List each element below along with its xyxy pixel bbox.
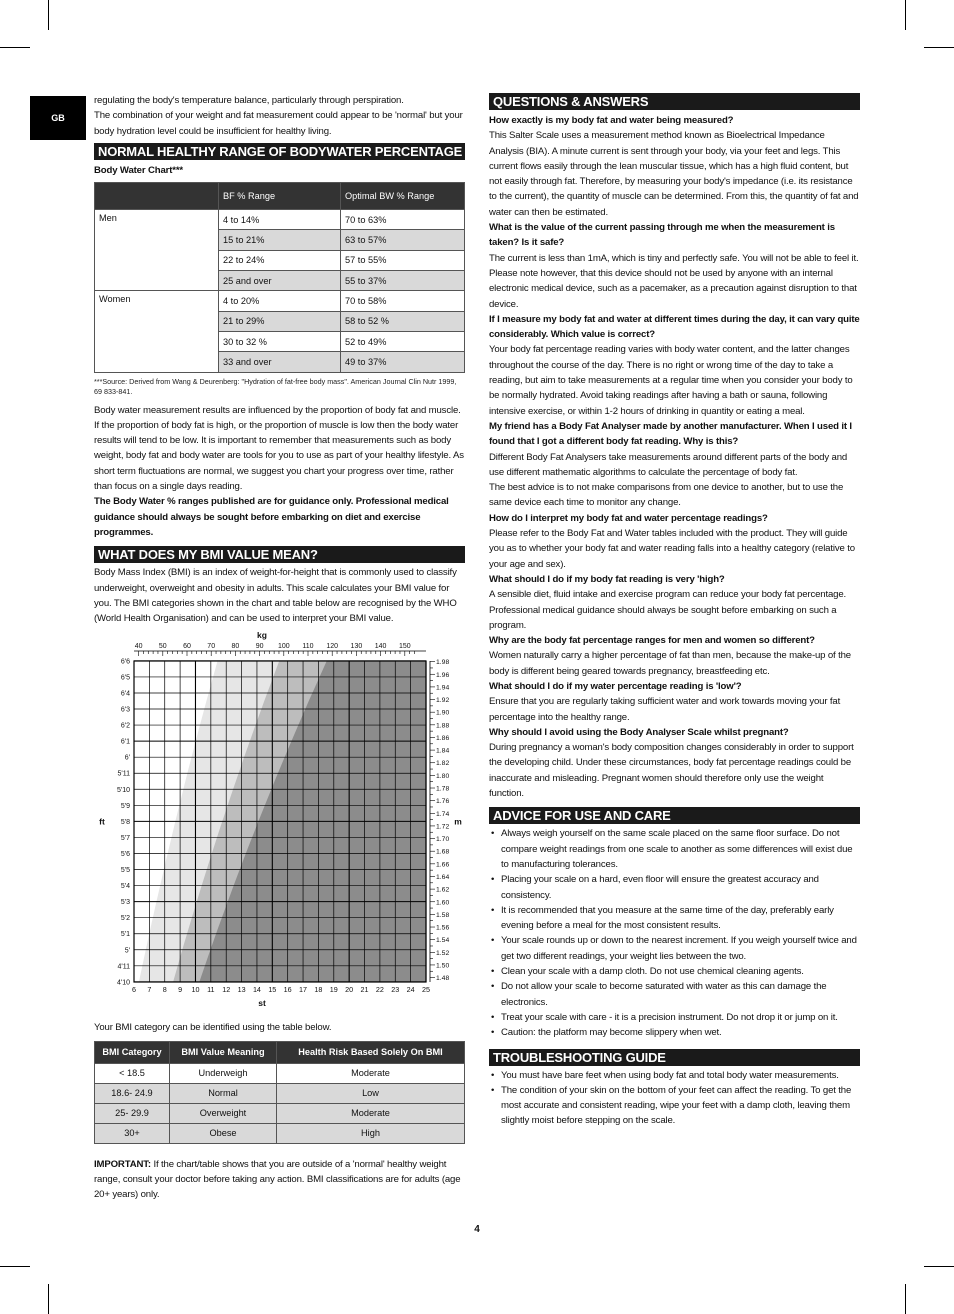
- m-tick-label: 1.76: [436, 798, 450, 806]
- bodywater-header-bw: Optimal BW % Range: [341, 183, 465, 210]
- st-tick-label: 13: [237, 985, 246, 995]
- group-label-women: Women: [95, 291, 219, 372]
- st-axis-label: st: [258, 998, 266, 1009]
- bf-cell: 25 and over: [219, 271, 341, 291]
- qa-list: [489, 113, 860, 801]
- st-tick-label: 11: [207, 985, 215, 995]
- ft-tick-label: 4'10: [116, 979, 130, 987]
- qa-answer: The best advice is to not make comparisons from one device to another, but to use the same device each time to monitor any change.: [489, 482, 844, 509]
- bf-cell: 4 to 20%: [219, 291, 341, 311]
- bw-cell: 57 to 55%: [341, 250, 465, 270]
- crop-mark: [48, 0, 49, 30]
- troubleshooting-heading: TROUBLESHOOTING GUIDE: [489, 1049, 860, 1066]
- qa-answer: Your body fat percentage reading varies with body water content, and the latter changes throughout the course of the day. There is no right or wrong time of the day to take a reading, but aim to take measurements at a regular time when you consider your body to be normally hydrated. Avoid taking readings after having a bath or sauna, following intensive exercise, or within 1-2 hours of drinking in quantity or eating a meal.: [489, 344, 853, 417]
- list-item: • Always weigh yourself on the same scale placed on the same floor surface. Do not compare weight readings from one scale to another as some differences will exist due to manufacturing tolerances.: [489, 826, 860, 872]
- qa-answer: A sensible diet, fluid intake and exercise program can reduce your body fat percentage. Professional medical guidance should always be sought before embarking on such a program.: [489, 589, 847, 631]
- care-list: [489, 826, 860, 1040]
- important-note: [94, 1157, 465, 1203]
- qa-answer: During pregnancy a woman's body composition changes considerably in order to support the developing child. Under these circumstances, body fat percentage readings could be inaccurate and misleading. Pregnant women should therefore only use the weight function.: [489, 742, 854, 800]
- st-tick-label: 18: [314, 985, 323, 995]
- table-row: [95, 210, 465, 230]
- ft-tick-label: 6'1: [120, 739, 130, 747]
- ft-tick-label: 5'8: [120, 819, 130, 827]
- right-column: [489, 93, 860, 1129]
- m-tick-label: 1.82: [436, 760, 450, 768]
- bmi-meaning-cell: Normal: [170, 1083, 277, 1103]
- bodywater-body-text: Body water measurement results are influenced by the proportion of body fat and muscle. If the proportion of body fat is high, or the proportion of muscle is low then the body water results will tend to be low. It is important to remember that measurements such as body weight, body fat and body water are tools for you to use as part of your healthy lifestyle. As short term fluctuations are normal, we suggest you chart your progress over time, rather than focus on a single days reading.: [94, 404, 464, 493]
- m-tick-label: 1.80: [436, 773, 450, 781]
- bodywater-chart-label: Body Water Chart***: [94, 164, 184, 176]
- st-tick-label: 12: [222, 985, 231, 995]
- ft-tick-label: 6'5: [120, 674, 130, 682]
- m-tick-label: 1.88: [436, 722, 450, 730]
- m-tick-label: 1.72: [436, 823, 450, 831]
- st-tick-label: 19: [329, 985, 338, 995]
- table-row: [95, 1083, 465, 1103]
- m-tick-label: 1.98: [436, 659, 450, 667]
- important-text: If the chart/table shows that you are outside of a 'normal' healthy weight range, consult your doctor before taking any action. BMI classifications are for adults (age 20+ years) only.: [94, 1158, 461, 1201]
- st-tick-label: 15: [268, 985, 277, 995]
- bmi-category-cell: < 18.5: [95, 1063, 170, 1083]
- bmi-header-risk: Health Risk Based Solely On BMI: [277, 1041, 465, 1063]
- qa-answer: Different Body Fat Analysers take measurements around different parts of the body and use different mathematic algorithms to calculate the percentage of body fat.: [489, 451, 848, 478]
- m-tick-label: 1.52: [436, 950, 450, 958]
- m-tick-label: 1.86: [436, 735, 450, 743]
- st-tick-label: 14: [252, 985, 261, 995]
- st-tick-label: 9: [178, 985, 183, 995]
- qa-answer: Women naturally carry a higher percentage of fat than men, because the make-up of the body is different being geared towards pregnancy, breastfeeding etc.: [489, 650, 851, 677]
- qa-question: How exactly is my body fat and water being measured?: [489, 115, 734, 126]
- kg-tick-label: 80: [231, 643, 240, 651]
- bmi-category-cell: 18.6- 24.9: [95, 1083, 170, 1103]
- qa-question: What is the value of the current passing through me when the measurement is taken? Is it safe?: [489, 222, 835, 249]
- bmi-risk-cell: High: [277, 1123, 465, 1143]
- ft-tick-label: 6'6: [120, 658, 130, 666]
- ft-tick-label: 5'1: [120, 931, 130, 939]
- m-tick-label: 1.54: [436, 937, 450, 945]
- ft-tick-label: 6'3: [120, 706, 130, 714]
- bw-cell: 63 to 57%: [341, 230, 465, 250]
- qa-answer: This Salter Scale uses a measurement method known as Bioelectrical Impedance Analysis (BIA). A minute current is sent through your body, via your feet and legs. This current flows easily through the lean muscular tissue, which has a high fluid content, but not easily through fat. Therefore, by measuring your body's impedance (i.e. its resistance to the current), the quantity of muscle can be determined. From this, the quantity of fat and water can then be estimated.: [489, 130, 859, 218]
- bmi-heading: WHAT DOES MY BMI VALUE MEAN?: [94, 546, 465, 563]
- qa-answer: The current is less than 1mA, which is tiny and perfectly safe. You will not be able to feel it. Please note however, that this device should not be used by anyone with an internal electronic medical device, such as a pacemaker, as a precaution against disruption to that device.: [489, 252, 859, 310]
- kg-tick-label: 130: [350, 643, 363, 651]
- ft-tick-label: 5'2: [120, 915, 130, 923]
- bmi-table: [94, 1041, 465, 1144]
- kg-tick-label: 70: [207, 643, 216, 651]
- intro-line-1: regulating the body's temperature balance, particularly through perspiration.: [94, 95, 404, 106]
- m-tick-label: 1.70: [436, 836, 450, 844]
- m-axis-label: m: [454, 816, 462, 827]
- qa-answer: Please refer to the Body Fat and Water tables included with the product. They will guide you as to whether your body fat and water reading falls into a healthy category (relative to your age and sex).: [489, 528, 855, 570]
- crop-mark: [905, 1284, 906, 1314]
- m-tick-label: 1.94: [436, 684, 450, 692]
- m-tick-label: 1.96: [436, 672, 450, 680]
- bmi-meaning-cell: Obese: [170, 1123, 277, 1143]
- st-tick-label: 7: [147, 985, 152, 995]
- kg-tick-label: 40: [134, 643, 143, 651]
- qa-question: How do I interpret my body fat and water percentage readings?: [489, 512, 768, 524]
- kg-tick-label: 120: [326, 643, 339, 651]
- table-row: [95, 1103, 465, 1123]
- qa-answer: Ensure that you are regularly taking sufficient water and work towards moving your fat percentage into the healthy range.: [489, 696, 841, 723]
- bmi-risk-cell: Low: [277, 1083, 465, 1103]
- kg-tick-label: 110: [302, 643, 314, 651]
- st-tick-label: 21: [360, 985, 369, 995]
- crop-mark: [0, 1266, 30, 1267]
- list-item: • Caution: the platform may become slippery when wet.: [489, 1025, 860, 1040]
- qa-question: My friend has a Body Fat Analyser made by another manufacturer. When I used it I found that I got a different body fat reading. Why is this?: [489, 420, 852, 448]
- m-tick-label: 1.64: [436, 874, 450, 882]
- bmi-meaning-cell: Overweight: [170, 1103, 277, 1123]
- m-tick-label: 1.58: [436, 912, 450, 920]
- bf-cell: 33 and over: [219, 352, 341, 372]
- crop-mark: [905, 0, 906, 30]
- important-label: IMPORTANT:: [94, 1158, 151, 1170]
- m-tick-label: 1.48: [436, 975, 450, 983]
- bmi-header-category: BMI Category: [95, 1041, 170, 1063]
- ft-tick-label: 5'10: [116, 787, 130, 795]
- st-tick-label: 20: [345, 985, 354, 995]
- list-item: • The condition of your skin on the bottom of your feet can affect the reading. To get the most accurate and consistent reading, wipe your feet with a damp cloth, leaving them slightly moist before stepping on the scale.: [489, 1083, 860, 1129]
- kg-tick-label: 100: [277, 643, 290, 651]
- bmi-chart: [94, 631, 465, 1016]
- list-item: • Treat your scale with care - it is a precision instrument. Do not drop it or jump on it.: [489, 1010, 860, 1025]
- st-tick-label: 16: [283, 985, 292, 995]
- page-number: 4: [474, 1224, 480, 1235]
- bmi-header-meaning: BMI Value Meaning: [170, 1041, 277, 1063]
- ft-tick-label: 6': [124, 755, 130, 763]
- bodywater-source-note: ***Source: Derived from Wang & Deurenberg: "Hydration of fat-free body mass". American Journal Clin Nutr 1999, 69 833-841.: [94, 376, 457, 396]
- st-tick-label: 22: [375, 985, 384, 995]
- bmi-category-cell: 30+: [95, 1123, 170, 1143]
- list-item: • Clean your scale with a damp cloth. Do not use chemical cleaning agents.: [489, 964, 860, 979]
- bodywater-table: [94, 182, 465, 372]
- qa-question: Why should I avoid using the Body Analyser Scale whilst pregnant?: [489, 726, 789, 738]
- qa-question: If I measure my body fat and water at different times during the day, it can vary quite considerably. Which value is correct?: [489, 313, 860, 341]
- crop-mark: [48, 1284, 49, 1314]
- bw-cell: 58 to 52 %: [341, 311, 465, 331]
- list-item: • Your scale rounds up or down to the nearest increment. If you weigh yourself twice and get two different readings, your weight lies between the two.: [489, 933, 860, 964]
- troubleshooting-list: [489, 1068, 860, 1129]
- bodywater-header-empty: [95, 183, 219, 210]
- m-tick-label: 1.68: [436, 849, 450, 857]
- ft-axis-label: ft: [99, 816, 105, 827]
- kg-tick-label: 140: [374, 643, 387, 651]
- qa-question: What should I do if my water percentage reading is 'low'?: [489, 680, 742, 692]
- qa-heading: QUESTIONS & ANSWERS: [489, 93, 860, 110]
- crop-mark: [924, 1266, 954, 1267]
- table-row: [95, 291, 465, 311]
- bmi-category-cell: 25- 29.9: [95, 1103, 170, 1123]
- ft-tick-label: 6'2: [120, 722, 130, 730]
- qa-question: What should I do if my body fat reading is very 'high?: [489, 573, 725, 585]
- st-tick-label: 17: [299, 985, 308, 995]
- m-tick-label: 1.60: [436, 899, 450, 907]
- crop-mark: [0, 47, 30, 48]
- crop-mark: [924, 47, 954, 48]
- language-tab: GB: [30, 96, 86, 140]
- ft-tick-label: 6'4: [120, 690, 130, 698]
- st-tick-label: 10: [191, 985, 200, 995]
- ft-tick-label: 4'11: [117, 963, 130, 971]
- bf-cell: 30 to 32 %: [219, 331, 341, 351]
- group-label-men: Men: [95, 210, 219, 291]
- table-row: [95, 1123, 465, 1143]
- bodywater-guidance-text: The Body Water % ranges published are for guidance only. Professional medical guidance should always be sought before embarking on diet and exercise programmes.: [94, 496, 449, 538]
- bf-cell: 4 to 14%: [219, 210, 341, 230]
- intro-line-2: The combination of your weight and fat measurement could appear to be 'normal' but your body hydration level could be insufficient for healthy living.: [94, 110, 463, 137]
- bw-cell: 70 to 58%: [341, 291, 465, 311]
- left-column: [94, 93, 465, 1203]
- m-tick-label: 1.50: [436, 962, 450, 970]
- bw-cell: 52 to 49%: [341, 331, 465, 351]
- m-tick-label: 1.56: [436, 924, 450, 932]
- m-tick-label: 1.92: [436, 697, 450, 705]
- bw-cell: 55 to 37%: [341, 271, 465, 291]
- bf-cell: 21 to 29%: [219, 311, 341, 331]
- m-tick-label: 1.78: [436, 785, 450, 793]
- m-tick-label: 1.62: [436, 887, 450, 895]
- kg-tick-label: 50: [158, 643, 167, 651]
- list-item: • Do not allow your scale to become saturated with water as this can damage the electronics.: [489, 979, 860, 1010]
- bmi-risk-cell: Moderate: [277, 1103, 465, 1123]
- kg-axis-label: kg: [257, 631, 267, 641]
- kg-tick-label: 60: [183, 643, 191, 651]
- st-tick-label: 23: [391, 985, 400, 995]
- ft-tick-label: 5'4: [120, 883, 130, 891]
- bmi-table-intro: Your BMI category can be identified using the table below.: [94, 1022, 332, 1034]
- bf-cell: 15 to 21%: [219, 230, 341, 250]
- ft-tick-label: 5'11: [117, 771, 130, 779]
- ft-tick-label: 5'9: [120, 803, 130, 811]
- bf-cell: 22 to 24%: [219, 250, 341, 270]
- ft-tick-label: 5'6: [120, 851, 130, 859]
- bodywater-header-bf: BF % Range: [219, 183, 341, 210]
- ft-tick-label: 5'5: [120, 867, 130, 875]
- bmi-risk-cell: Moderate: [277, 1063, 465, 1083]
- ft-tick-label: 5': [124, 947, 130, 955]
- list-item: • Placing your scale on a hard, even floor will ensure the greatest accuracy and consistency.: [489, 872, 860, 903]
- kg-tick-label: 150: [398, 643, 411, 651]
- m-tick-label: 1.84: [436, 748, 450, 756]
- qa-question: Why are the body fat percentage ranges for men and women so different?: [489, 635, 815, 647]
- ft-tick-label: 5'3: [120, 899, 130, 907]
- bmi-meaning-cell: Underweigh: [170, 1063, 277, 1083]
- bodywater-heading: NORMAL HEALTHY RANGE OF BODYWATER PERCENTAGE: [94, 143, 465, 160]
- care-heading: ADVICE FOR USE AND CARE: [489, 807, 860, 824]
- m-tick-label: 1.74: [436, 811, 450, 819]
- list-item: • It is recommended that you measure at the same time of the day, preferably early evening before a meal for the most consistent results.: [489, 903, 860, 934]
- ft-tick-label: 5'7: [120, 835, 130, 843]
- bw-cell: 70 to 63%: [341, 210, 465, 230]
- st-tick-label: 24: [406, 985, 415, 995]
- st-tick-label: 6: [132, 985, 136, 995]
- m-tick-label: 1.66: [436, 861, 450, 869]
- st-tick-label: 8: [162, 985, 167, 995]
- kg-tick-label: 90: [255, 643, 264, 651]
- list-item: • You must have bare feet when using body fat and total body water measurements.: [489, 1068, 860, 1083]
- m-tick-label: 1.90: [436, 710, 450, 718]
- bmi-body-text: Body Mass Index (BMI) is an index of weight-for-height that is commonly used to classify underweight, overweight and obesity in adults. This scale calculates your BMI value for you. The BMI categories shown in the chart and table below are recognised by the WHO (World Health Organisation) and can be used to interpret your BMI value.: [94, 567, 457, 625]
- table-row: [95, 1063, 465, 1083]
- bw-cell: 49 to 37%: [341, 352, 465, 372]
- st-tick-label: 25: [422, 985, 430, 995]
